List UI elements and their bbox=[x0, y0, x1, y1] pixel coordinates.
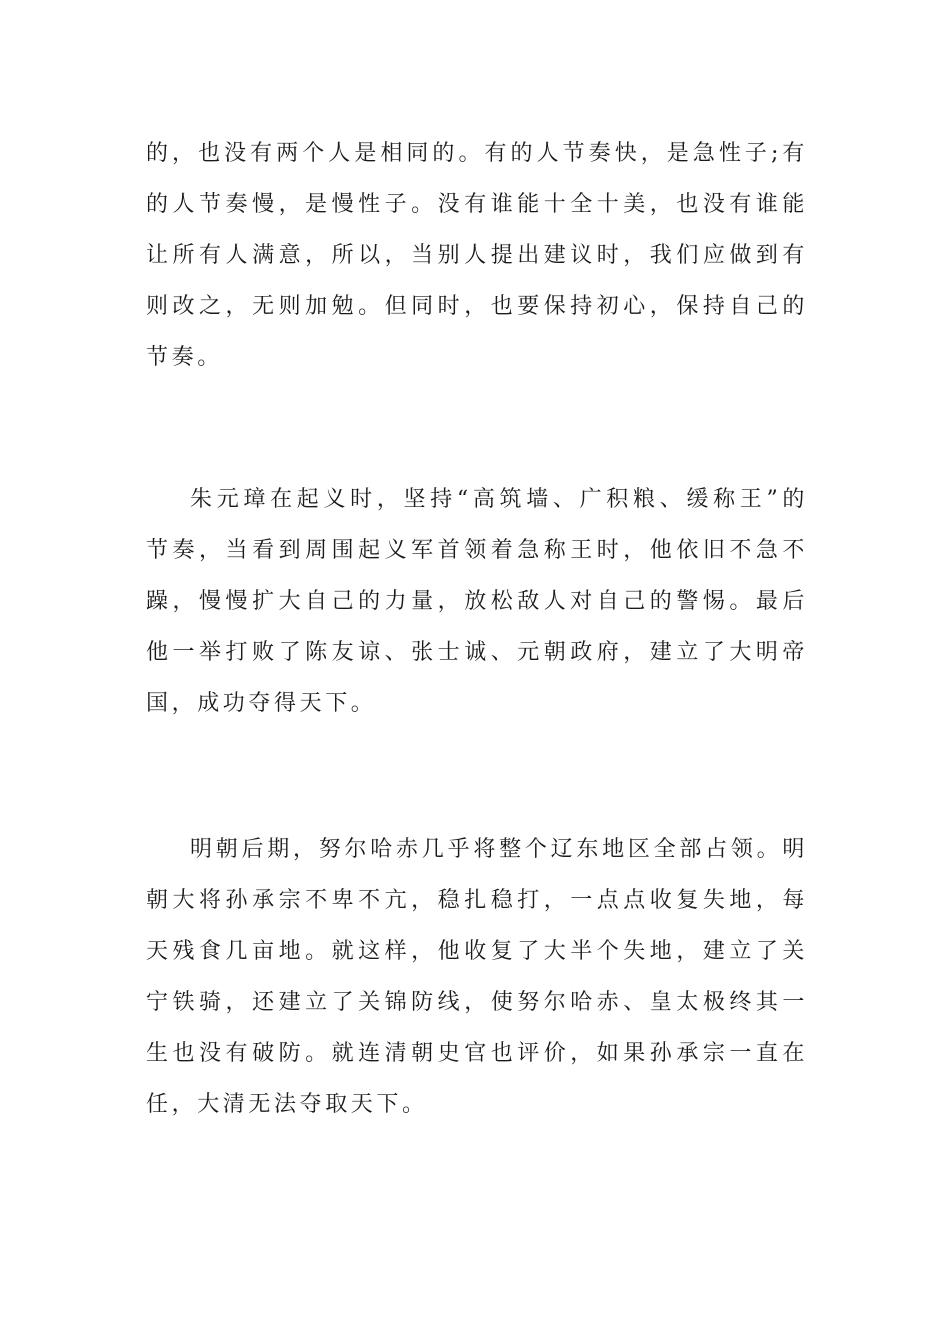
paragraph-sun-chengzong: 明朝后期，努尔哈赤几乎将整个辽东地区全部占领。明朝大将孙承宗不卑不亢，稳扎稳打，一点点收复失地，每天残食几亩地。就这样，他收复了大半个失地，建立了关宁铁骑，还建立了关锦防线，使努尔哈赤、皇太极终其一生也没有破防。就连清朝史官也评价，如果孙承宗一直在任，大清无法夺取天下。 bbox=[146, 837, 808, 1117]
paragraph-continuation: 的，也没有两个人是相同的。有的人节奏快，是急性子;有的人节奏慢，是慢性子。没有谁能十全十美，也没有谁能让所有人满意，所以，当别人提出建议时，我们应做到有则改之，无则加勉。但同时，也要保持初心，保持自己的节奏。 bbox=[146, 141, 808, 370]
paragraph-zhu-yuanzhang: 朱元璋在起义时，坚持“高筑墙、广积粮、缓称王”的节奏，当看到周围起义军首领着急称王时，他依旧不急不躁，慢慢扩大自己的力量，放松敌人对自己的警惕。最后他一举打败了陈友谅、张士诚、元朝政府，建立了大明帝国，成功夺得天下。 bbox=[146, 487, 808, 716]
